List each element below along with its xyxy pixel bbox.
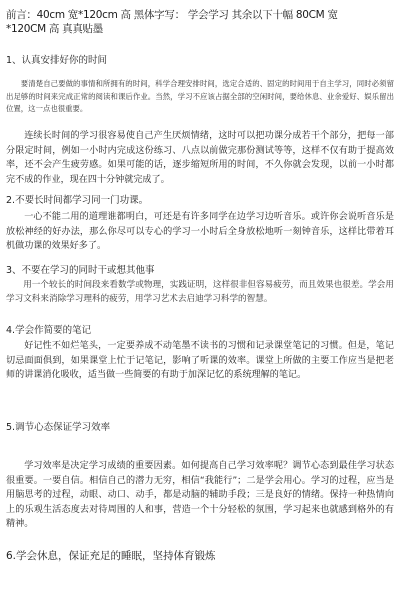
section-2-heading: 2.不要长时间都学习同一门功课。	[6, 195, 149, 206]
section-1-paragraph-2: 连续长时间的学习很容易使自己产生厌烦情绪，这时可以把功课分成若干个部分，把每一部分限定时间，例如一小时内完成这份练习、八点以前做完那份测试等等，这样不仅有助于提高效率，还不会产生疲劳感。如果可能的话，逐步缩短所用的时间，不久你就会发现，以前一小时都完不成的作业，现在四十分钟就完成了。	[6, 131, 394, 185]
header-line-2: *120CM 高 真真贴墨	[6, 23, 103, 35]
section-3-paragraph-1: 用一个较长的时间段来看数学或物理，实践证明，这样很非但容易疲劳，而且效果也很差。学会用学习文科来消除学习理科的疲劳，用学习艺术去启迪学习科学的智慧。	[6, 280, 394, 304]
section-4-paragraph-1: 好记性不如烂笔头，一定要养成不动笔墨不读书的习惯和记录课堂笔记的习惯。但是，笔记切忌面面俱到，如果课堂上忙于记笔记，影响了听课的效率。课堂上所做的主要工作应当是把老师的讲课消化吸收，适当做一些简要的有助于加深记忆的系统理解的笔记。	[6, 341, 394, 380]
section-5-heading: 5.调节心态保证学习效率	[6, 422, 111, 433]
section-5-paragraph-1: 学习效率是决定学习成绩的重要因素。如何提高自己学习效率呢？调节心态到最佳学习状态很重要。一要自信。相信自己的潜力无穷，相信“我能行”；二是学会用心。学习的过程，应当是用脑思考的过程，动眼、动口、动手，都是动脑的辅助手段；三是良好的情绪。保持一种热情向上的乐观生活态度去对待周围的人和事，营造一个十分轻松的氛围，学习起来也就感到格外的有精神。	[6, 461, 394, 529]
header-line-1: 前言：40cm 宽*120cm 高 黑体字写： 学会学习 其余以下十幅 80CM 宽	[6, 9, 338, 21]
header-note	[6, 8, 396, 36]
section-3-heading: 3、不要在学习的同时干或想其他事	[6, 265, 155, 276]
section-6-heading: 6.学会休息，保证充足的睡眠，坚持体育锻炼	[6, 550, 216, 562]
section-1-heading: 1、认真安排好你的时间	[6, 55, 108, 66]
section-2-paragraph-1: 一心不能二用的道理谁都明白，可还是有许多同学在边学习边听音乐。或许你会说听音乐是放松神经的好办法，那么你尽可以专心的学习一小时后全身放松地听一刻钟音乐，这样比带着耳机做功课的效果好多了。	[6, 212, 394, 251]
section-4-heading: 4.学会作简要的笔记	[6, 325, 92, 336]
section-1-paragraph-1: 要清楚自己要做的事情和所拥有的时间，科学合理安排时间，选定合适的、固定的时间用于自主学习，同时必须留出足够的时间来完成正常的阅读和课后作业。当然，学习不应该占据全部的空闲时间，要给休息、业余爱好、娱乐留出位置，这一点也很重要。	[6, 79, 394, 114]
